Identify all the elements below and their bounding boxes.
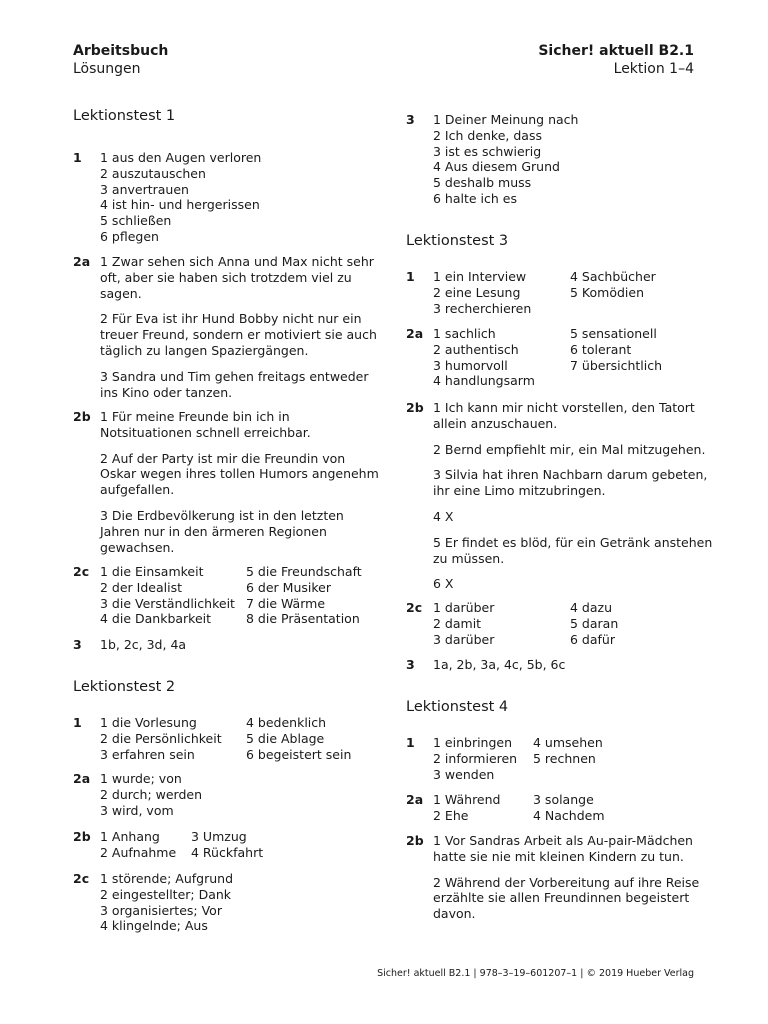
exercise-answers [100,564,373,627]
answer-line: 5 die Ablage [246,730,325,746]
section-title: Lektionstest 2 [73,679,176,695]
answer-line: 3 ist es schwierig [433,143,542,159]
answer-line: 1 die Vorlesung [100,715,197,730]
exercise-answers [433,400,713,602]
answer-line: 2 die Persönlichkeit [100,730,222,746]
answer-column [433,269,531,316]
answer-line: 2 informieren [433,750,518,766]
answer-line: 2 eine Lesung [433,284,521,300]
lesson-range: Lektion 1–4 [613,61,694,77]
answer-column [570,269,656,301]
exercise-number: 2a [406,326,424,341]
answer-line: 3 Die Erdbevölkerung ist in den letzten [100,507,344,523]
answer-line: 4 ist hin- und hergerissen [100,197,260,213]
header-right [538,42,694,78]
answer-line: 2 Aufnahme [100,844,177,860]
exercise-number: 2b [406,833,424,848]
answer-line: 2 Während der Vorbereitung auf ihre Reise [433,874,700,890]
answer-line: 4 handlungsarm [433,373,535,389]
exercise-answers [433,792,706,824]
answer-column [570,600,618,647]
answer-line: 3 solange [533,792,594,807]
answer-line: oft, aber sie haben sich trotzdem viel zu [100,269,352,285]
answer-line: ihr eine Limo mitzubringen. [433,483,606,499]
answer-line: 1 darüber [433,600,495,615]
exercise-number: 2c [73,564,90,579]
exercise-number: 2b [406,400,424,415]
answer-line: 3 wenden [433,766,495,782]
section-title: Lektionstest 1 [73,108,176,124]
exercise-number: 2b [73,829,91,844]
answer-line: 3 anvertrauen [100,181,189,197]
answer-line: 1 Während [433,792,501,807]
answer-grid [100,564,373,627]
exercise-answers [100,715,373,762]
exercise-answers [100,771,373,818]
answer-column [433,326,535,389]
exercise-number: 2b [73,409,91,424]
exercise-number: 2a [73,771,91,786]
answer-line: 5 Komödien [570,284,644,300]
answer-line: 3 organisiertes; Vor [100,902,222,918]
answer-paragraph [100,450,379,498]
answer-line: 2 der Idealist [100,579,182,595]
answer-line: 1 die Einsamkeit [100,564,204,579]
header-left [73,42,168,78]
answer-line: allein anzuschauen. [433,415,558,431]
answer-line: 4 bedenklich [246,715,327,730]
answer-line: 5 daran [570,615,619,631]
answer-column [100,829,176,861]
answer-line: 4 dazu [570,600,613,615]
answer-line: 2 Ich denke, dass [433,127,542,143]
answer-line: 4 umsehen [533,735,603,750]
answer-line: 5 deshalb muss [433,175,532,191]
answer-line: 1 wurde; von [100,771,182,786]
answer-line: 3 wird, vom [100,802,174,818]
exercise-number: 2a [73,254,91,269]
answer-line: täglich zu langen Spaziergängen. [100,342,309,358]
answer-line: 6 der Musiker [246,579,331,595]
exercise-answers [433,112,706,207]
footer-credit: Sicher! aktuell B2.1 | 978–3–19–601207–1 | © 2019 Hueber Verlag [377,968,694,979]
answer-line: 2 Für Eva ist ihr Hund Bobby nicht nur ein [100,311,362,327]
answer-paragraph [100,369,373,401]
answer-line: 1 störende; Aufgrund [100,871,234,886]
answer-line: 1 sachlich [433,326,496,341]
answer-line: 4 Rückfahrt [191,844,264,860]
course-title: Sicher! aktuell B2.1 [538,43,694,59]
answer-paragraph [100,254,373,301]
answer-line: 4 Sachbücher [570,269,656,284]
exercise-number: 2a [406,792,424,807]
answer-line: 2 Auf der Party ist mir die Freundin von [100,450,346,466]
answer-line: treuer Freund, sondern er motiviert sie auch [100,327,377,343]
answer-line: 3 darüber [433,631,495,647]
exercise-answers [100,637,373,653]
answer-paragraph [433,467,706,499]
answer-line: 4 Aus diesem Grund [433,159,560,175]
exercise-answers [433,657,706,673]
answer-column [100,564,235,627]
answer-line: 3 die Verständlichkeit [100,595,235,611]
answer-line: 6 begeistert sein [246,746,352,762]
answer-line: 2 durch; werden [100,786,203,802]
answer-line: ins Kino oder tanzen. [100,384,233,400]
answer-paragraph [433,833,706,865]
answer-column [533,735,603,767]
answer-column [433,735,517,782]
exercise-answers [100,150,373,245]
answer-line: 3 humorvoll [433,357,508,373]
exercise-number: 2c [406,600,423,615]
answer-column [570,326,662,373]
answer-line: 2 authentisch [433,341,519,357]
answer-line: 4 X [433,508,454,524]
answer-line: 3 erfahren sein [100,746,195,762]
exercise-answers [433,735,706,782]
exercise-answers [433,833,706,932]
answer-paragraph [100,508,373,555]
exercise-answers [433,600,706,647]
answer-column [246,564,362,627]
answer-line: 5 Er findet es blöd, für ein Getränk anstehen [433,534,713,550]
section-title: Lektionstest 4 [406,699,509,715]
answer-paragraph [433,534,713,567]
answer-line: 1 einbringen [433,735,513,750]
exercise-number: 3 [73,637,82,652]
book-title: Arbeitsbuch [73,43,169,59]
answer-line: 2 eingestellter; Dank [100,886,232,902]
answer-line: 8 die Präsentation [246,611,360,627]
exercise-number: 3 [406,112,415,127]
answer-line: hatte sie nie mit kleinen Kindern zu tun. [433,848,684,864]
exercise-answers [100,254,377,410]
answer-line: 4 klingelnde; Aus [100,918,208,934]
exercise-number: 1 [406,269,415,284]
answer-line: 1a, 2b, 3a, 4c, 5b, 6c [433,657,566,672]
answer-grid [433,269,706,316]
answer-line: 6 dafür [570,631,615,647]
answer-line: 1 Für meine Freunde bin ich in [100,409,290,424]
exercise-answers [100,871,373,934]
answer-line: 1 aus den Augen verloren [100,150,262,165]
answer-column [100,715,222,762]
answer-line: 1 Anhang [100,829,160,844]
answer-line: 2 Bernd empfiehlt mir, ein Mal mitzugehen. [433,441,706,457]
answer-line: 1 Deiner Meinung nach [433,112,579,127]
exercise-answers [433,269,706,316]
answer-grid [433,326,706,389]
answer-column [246,715,351,762]
answer-line: 1b, 2c, 3d, 4a [100,637,187,652]
exercise-number: 2c [73,871,90,886]
answer-line: 7 die Wärme [246,595,326,611]
answer-line: zu müssen. [433,550,505,566]
answer-paragraph [100,409,373,441]
answer-line: 3 recherchieren [433,300,532,316]
answer-line: 7 übersichtlich [570,357,663,373]
answer-line: erzählte sie allen Freundinnen begeistert [433,890,690,906]
answer-column [191,829,263,861]
answer-paragraph [100,311,377,358]
exercise-number: 1 [406,735,415,750]
answer-grid [433,792,706,824]
answer-paragraph [433,400,706,432]
answer-line: 3 Sandra und Tim gehen freitags entweder [100,368,369,384]
answer-line: 6 halte ich es [433,190,517,206]
answer-paragraph [433,576,706,592]
answer-line: Notsituationen schnell erreichbar. [100,424,311,440]
answer-grid [433,600,706,647]
answer-paragraph [433,442,706,458]
answer-line: 3 Silvia hat ihren Nachbarn darum gebeten, [433,467,708,483]
exercise-answers [433,326,706,389]
answer-paragraph [433,875,706,922]
answer-line: 2 auszutauschen [100,165,206,181]
answer-line: 4 Nachdem [533,807,605,823]
answer-line: 2 damit [433,615,482,631]
exercise-number: 3 [406,657,415,672]
answer-column [433,792,500,824]
answer-paragraph [433,509,706,525]
answer-line: 3 Umzug [191,829,247,844]
exercise-number: 1 [73,150,82,165]
answer-line: 5 sensationell [570,326,657,341]
answer-line: 2 Ehe [433,807,469,823]
answer-column [533,792,605,824]
answer-line: 6 tolerant [570,341,632,357]
exercise-answers [100,829,373,861]
answer-line: Oskar wegen ihres tollen Humors angenehm [100,466,379,482]
answer-line: 1 ein Interview [433,269,527,284]
answer-line: 5 die Freundschaft [246,564,362,579]
answer-line: 6 pflegen [100,228,159,244]
answer-line: 5 schließen [100,213,172,229]
answer-column [433,600,494,647]
answer-grid [433,735,706,782]
answer-grid [100,715,373,762]
section-title: Lektionstest 3 [406,233,509,249]
book-subtitle: Lösungen [73,61,141,77]
answer-line: aufgefallen. [100,482,175,498]
answer-line: davon. [433,906,476,922]
answer-line: 1 Zwar sehen sich Anna und Max nicht sehr [100,254,374,269]
answer-line: 6 X [433,576,454,592]
exercise-answers [100,409,379,565]
answer-line: sagen. [100,285,142,301]
answer-grid [100,829,373,861]
exercise-number: 1 [73,715,82,730]
answer-line: 5 rechnen [533,750,596,766]
answer-line: 1 Vor Sandras Arbeit als Au-pair-Mädchen [433,833,693,848]
answer-line: 4 die Dankbarkeit [100,611,212,627]
answer-line: 1 Ich kann mir nicht vorstellen, den Tatort [433,400,695,415]
answer-line: Jahren nur in den ärmeren Regionen [100,523,327,539]
answer-line: gewachsen. [100,539,175,555]
